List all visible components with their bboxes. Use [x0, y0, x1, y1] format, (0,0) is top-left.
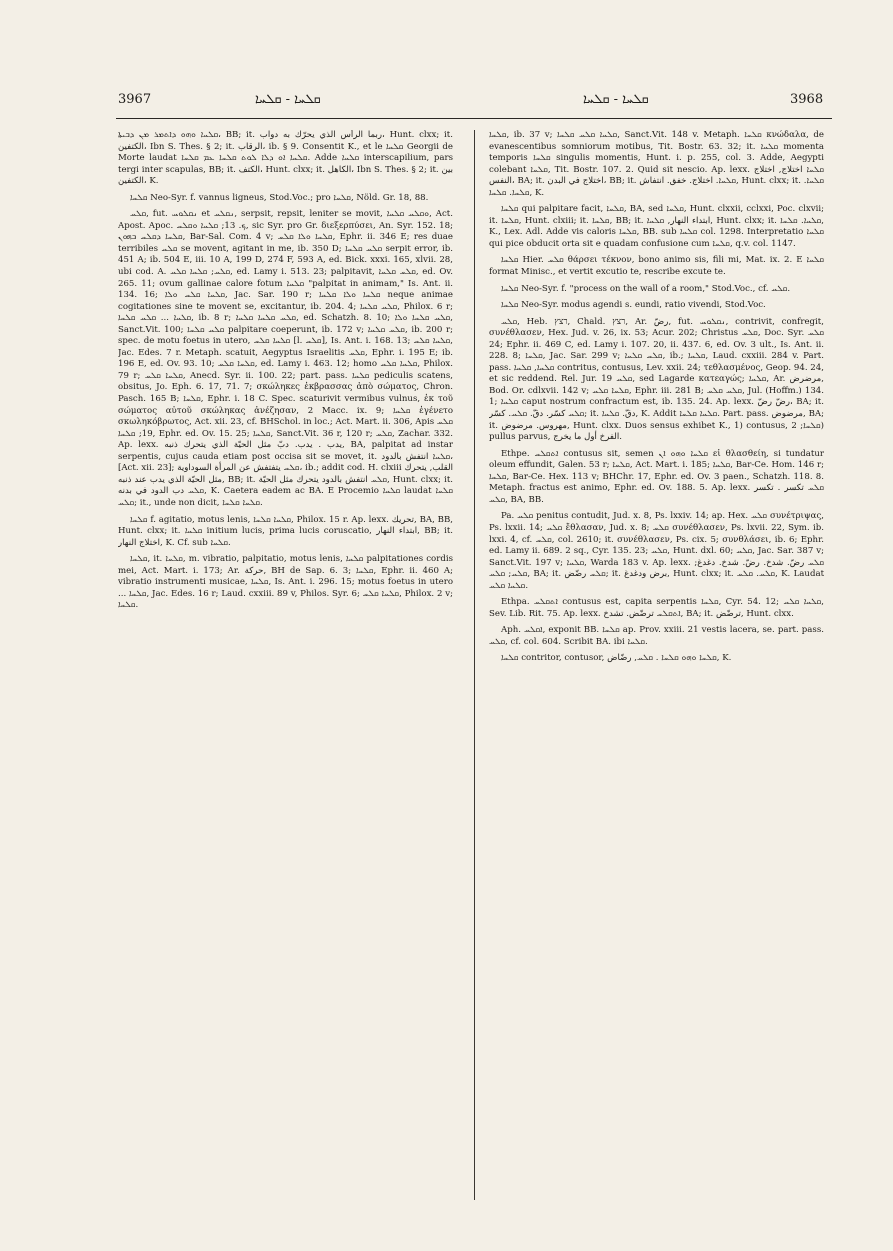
entry: ܩܠܚܐ Neo-Syr. f. vannus ligneus, Stod.Voc.; pro ܩܠܚܐ, Nöld. Gr. 18, 88. [130, 192, 429, 203]
running-head-left: ܩܠܚܐ - ܩܠܚܐ [255, 92, 321, 107]
entry: ܩܠܚܐ Neo-Syr. modus agendi s. eundi, ratio vivendi, Stod.Voc. [501, 300, 766, 311]
entry: ܩܠܚܐ f. agitatio, motus lenis, ܩܠܚܐ ܩܠܚܐ, Philox. 15 r. Ap. lexx. تحريك, BA, BB, Hunt. clxx; it. ܩܠܚܐ initium lucis, prima lucis coruscatio, ابتداء النهار, BB; it. اختلاج النهار, K. Cf. sub ܩܠܚܐ. [118, 514, 453, 548]
entry: ܩܠܚܐ contritor, contusor, ܩܠܚܐ ܘܗܘ ܩܠܚܐ . ܩܠܚ, رضّاض, K. [501, 653, 732, 664]
page-header [0, 92, 893, 116]
entry: ܩܠܚܐ, it. ܩܠܚܐ, m. vibratio, palpitatio, motus lenis, ܩܠܚܐ palpitationes cordis mei, Act. Mart. i. 173; Ar. حركة, BH de Sap. 6. 3; ܩܠܚܐ, Ephr. ii. 460 A; vibratio instrumenti musicae, ܩܠܚܐ, Is. Ant. i. 296. 15; motus foetus in utero ... ܩܠܚܐ, Jac. Edes. 16 r; Laud. cxxiii. 89 v, Philos. Syr. 6; ܩܠܚܐ ܩܠܚ, Philox. 2 v; ܩܠܚܐ. [118, 554, 453, 611]
entry: ܩܠܚܐ Neo-Syr. f. "process on the wall of a room," Stod.Voc., cf. ܩܠܚ. [501, 283, 791, 294]
page-number-right: 3968 [790, 92, 824, 107]
column-divider [474, 130, 475, 1200]
page-number-left: 3967 [118, 92, 152, 107]
header-rule [116, 118, 832, 119]
running-head-right: ܩܠܚܐ - ܩܠܚܐ [583, 92, 649, 107]
right-column [489, 130, 824, 1203]
entry: ܩܠܚܐ Hier. ܩܠܚ θάρσει τέκνον, bono animo sis, fili mi, Mat. ix. 2. E ܩܠܚܐ format Minisc., et vertit excutio te, rescribe excute te. [489, 255, 824, 278]
entry: Ethpe. ܐܬܩܠܚ contusus sit, semen ܩܠܚܐ ܘܗܘ ܐܢ εἰ θλασθείη, si tundatur oleum effundit, Galen. 53 r; ܩܠܚܐ, Act. Mart. i. 185; ܩܠܚܐ, Bar-Ce. Hom. 146 r; ܩܠܚܐ, Bar-Ce. Hex. 113 v; BHChr. 17, Ephr. ed. Ov. 3 paen., Schatzh. 118. 8. Metaph. fractus est animo, Ephr. ed. Ov. 188. 5. Ap. lexx. ܩܠܚ تكسر . تكسر ܩܠܚ, BA, BB. [489, 448, 824, 505]
entry: ܩܠܚ, Heb. רצץ, Chald. רצץ, Ar. رضّ, fut. ܢܩܠܘܚ, contrivit, confregit, συνέθλασεν, Hex. Jud. v. 26, ix. 53; Acur. 202; Christus ܩܠܚ, Doc. Syr. ܩܠܚ 24; Ephr. ii. 469 C, ed. Lamy i. 107. 20, ii. 437. 6, ed. Ov. 3 ult., Is. Ant. ii. 228. 8; ܩܠܚܐ, Jac. Sar. 299 v; ܩܠܚ ܩܠܚܐ, ib.; ܩܠܚܐ, Laud. cxxiii. 284 v. Part. pass. ܩܠܚܐ, ܩܠܚܐ contritus, contusus, Lev. xxii. 24; τεθλασμένος, Geop. 94. 24, et sic reddend. Rel. Jur. ܩܠܚ 19, sed Lagarde κατεαγώς; ܩܠܚܐ, Ar. مرضرض, Bod. Or. cdlxvii. 142 v; ܩܠܚܐ ܩܠܚ, Ephr. iii. 281 B; ܩܠܚ ܩܠܚ, Jul. (Hoffm.) 134. 1; ܩܠܚܐ caput nostrum confractum est, ib. 135. 24. Ap. lexx. رضّ رضّ، BA; it. ܩܠܚ كسّر. دقّ. ܩܠܚ. كسّر; it. دقّ. ܩܠܚܐ, K. Addit ܩܠܚܐ ܩܠܚܐ. Part. pass. مرضوض, BA; it. مهروس. مرضوض, Hunt. clxx. Duos sensus exhibet K., 1) contusus, ܩܠܚܐ; 2) pullus parvus, الفرخ أول ما يخرج. [489, 316, 824, 443]
entry: ܩܠܚ, fut. ܢܩܠܘܚ et ܢܩܠܚ, serpsit, repsit, leniter se movit, ܘܩܠܚ ܩܠܚܐ, Act. Apost. Apoc. ܟ. 13; ܩܠܚܐ ܘܩܠܚ, sic Syr. pro Gr. διεξερπύσει, An. Syr. 152. 18; ܩܠܚܐ ܕܩܠܚ ܒܗܘܢ, Bar-Sal. Com. 4 v; ܩܠܚܐ ܘܠܐ ܩܠܚ, Ephr. ii. 346 E; res duae terribiles ܩܠܚ se movent, agitant in me, ib. 350 D; ܩܠܚ ܩܠܚܐ serpit error, ib. 451 A; ib. 504 E, iii. 10 A, 199 D, 274 F, 593 A, ed. Bick. xxxi. 165, xlvii. 28, ubi cod. A. ܩܠܚ; ܩܠܚܐ ܩܠܚ, ed. Lamy i. 513. 23; palpitavit, ܩܠܚ ܩܠܚܐ, ed. Ov. 265. 11; ovum gallinae calore fotum ܩܠܚܐ "palpitat in animam," Is. Ant. ii. 134. 16; ܩܠܚܐ ܩܠܚ ܘܠܐ, Jac. Sar. 190 r; ܩܠܚܐ ܘܠܐ ܩܠܚܐ neque animae cogitationes sine te movent se, excitantur, ib. 204. 4; ܩܠܚ ܩܠܚܐ, Philox. 6 r; ܩܠܚܐ ... ܩܠܚ ܩܠܚܐ, ib. 8 r; ܩܠܚ ܩܠܚܐ ܩܠܚܐ, ed. Schatzh. 8. 10; ܩܠܚ ܩܠܚܐ ܘܠܐ, Sanct.Vit. 100; ܩܠܚ ܩܠܚܐ palpitare coeperunt, ib. 172 v; ܩܠܚ ܩܠܚܐ, ib. 200 r; spec. de motu foetus in utero, ܩܠܚܐ ܩܠܚ [l. ܩܠܚ], Is. Ant. i. 168. 13; ܩܠܚܐ ܩܠܚ, Jac. Edes. 7 r. Metaph. scatuit, Aegyptus Israelitis ܩܠܚ, Ephr. i. 195 E; ib. 196 E, ed. Ov. 93. 10; ܩܠܚܐ ܩܠܚ, ed. Lamy i. 463. 12; homo ܩܠܚܐ ܩܠܚ, Philox. 79 r; ܩܠܚܐ ܩܠܚ, Anecd. Syr. ii. 100. 22; part. pass. ܩܠܚܐ pediculis scatens, obsitus, Jo. Eph. 6. 17, 71. 7; σκώληκες ἐκβρασσας ἀπὸ σώματος, Chron. Pasch. 165 B; ܩܠܚܐ, Ephr. i. 18 C. Spec. scaturivit vermibus vulnus, ἐκ τοῦ σώματος αὐτοῦ σκώληκας ἀνέζησαν, 2 Macc. ix. 9; ܩܠܚܐ ἐγένετο σκωληκόβρωτος, Act. xii. 23, cf. BHSchol. in loc.; Act. Mart. ii. 306, Apis ܩܠܚ 19; ܩܠܚܐ, Ephr. ed. Ov. 15. 25; ܩܠܚܐ, Sanct.Vit. 36 r, 120 r; ܩܠܚ, Zachar. 332. Ap. lexx. يدب . يدب. دبّ مثل الحيّة الذي يتحرك ذنبه, BA, palpitat ad instar serpentis, cujus cauda etiam post occisa sit se movet, it. ܩܠܚܐ انتفش بالدود، [Act. xii. 23]; ܩܠܚ يتفتفش عن المرأة السوداوية، ib.; addit cod. H. clxiii القلب, يتحرك مثل الحيّة الذي يدب عند ذنبه, BB; it. ܩܠܚ انتفش بالدود يتحرك مثل الحيّة, Hunt. clxx; it. ܩܠܚ دب الدود في بدنه, K. Caetera eadem ac BA. E Procemio ܩܠܚܐ laudat ܩܠܚܐ ܩܠܚ; it., unde non dicit, ܩܠܚܐ ܩܠܚܐ. [118, 209, 453, 508]
entry: Aph. ܐܩܠܚ, exponit BB. ܩܠܚܐ ap. Prov. xxiii. 21 vestis lacera, se. part. pass. ܩܠܚ, cf. col. 604. Scribit BA. ibi ܩܠܚܐ. [489, 625, 824, 647]
entry: Ethpa. ܐܬܩܠܚ contusus est, capita serpentis ܩܠܚܐ, Cyr. 54. 12; ܩܠܚܐ ܩܠܚ, Sev. Lib. Rit. 75. Ap. lexx. ܐܬܩܠܚ ترضّض. تشدخ, BA; it. ترضّض, Hunt. clxx. [489, 597, 824, 619]
entry: Pa. ܩܠܚ penitus contudit, Jud. x. 8, Ps. lxxiv. 14; ap. Hex. ܩܠܚ συνέτριψας, Ps. lxxii. 14; ܩܠܚ ἔθλασαν, Jud. x. 8; ܩܠܚ συνέθλασεν, Ps. lxvii. 22, Sym. ib. lxxi. 4, cf. ܩܠܚ, col. 2610; it. συνέθλασεν, Ps. cix. 5; συνθλάσει, ib. 6; Ephr. ed. Lamy ii. 689. 2 sq., Cyr. 135. 23; ܩܠܚ, Hunt. dxl. 60; ܩܠܚ, Jac. Sar. 387 v; Sanct.Vit. 197 v; ܩܠܚܐ, Warda 183 v. Ap. lexx. ܩܠܚ رضّ. شدخ. رضّ. شدخ. دغدغ; ܩܠܚ; ܩܠܚ, BA; it. ܩܠܚ رضّض; it. برض ودغدغ, Hunt. clxx; it. ܩܠܚ. ܩܠܚ, K. Laudat ܩܠܚܐ ܩܠܚ. [489, 511, 824, 591]
left-column [118, 130, 453, 1203]
entry: ܩܠܚܐ, ib. 37 v; ܩܠܚܐ ܩܠܚ ܩܠܚܐ, Sanct.Vit. 148 v. Metaph. ܩܠܚܐ κνώδαλα, de evanescentibus somniorum motibus, Tit. Bostr. 63. 32; it. ܩܠܚܐ momenta temporis ܩܠܚܐ singulis momentis, Hunt. i. p. 255, col. 3. Adde, Aegypti colebant ܩܠܚܐ, Tit. Bostr. 107. 2. Quid sit nescio. Ap. lexx. ܩܠܚܐ اختلاج, اختلاج النفس، BA; it. اختلاج في البدن، BB; it. ܩܠܚܐ. اختلاج. خفق. انتفاش, Hunt. clxx; it. ܩܠܚܐ. ܩܠܚܐ. ܩܠܚܐ, K. [489, 130, 824, 198]
entry: ܩܠܚܐ qui palpitare facit, ܩܠܚܐ, BA, sed ܩܠܚܐ, Hunt. clxxii, cclxxi, Poc. clxvii; it. ܩܠܚܐ, Hunt. clxiii; it. ܩܠܚܐ, BB; it. ابتداء النهار, ܩܠܚܐ, Hunt. clxx; it. ܩܠܚܐ. ܩܠܚܐ, K., Lex. Adl. Adde vis caloris ܩܠܚܐ, BB. sub ܩܠܚܐ col. 1298. Interpretatio ܩܠܚܐ qui pice obducit orta sit e quadam confusione cum ܩܠܚܐ, q.v. col. 1147. [489, 204, 824, 249]
entry: ܩܠܚܐ ܘܗܘ ܕܐܬܡܪ ܡܢ ܕܒܝܬܐ، BB; it. ربما الرأس الذي يحرّك به دواب، Hunt. clxx; it. الكتفين، Ibn S. Thes. § 2; it. الرقاب، ib. § 9. Consentit K., et le ܩܠܚܐ Georgii de Morte laudat ܩܠܚܐ ܐܘ ܕܠܐ ܠܘܬ ܩܠܚܐ ܥܡ ܩܠܚܐ. Adde ܩܠܚܐ interscapilium, pars tergi inter scapulas, BB; it. الكتف، Hunt. clxx; it. الكاهل، Ibn S. Thes. § 2; it. بين الكتفين، K. [118, 130, 453, 187]
